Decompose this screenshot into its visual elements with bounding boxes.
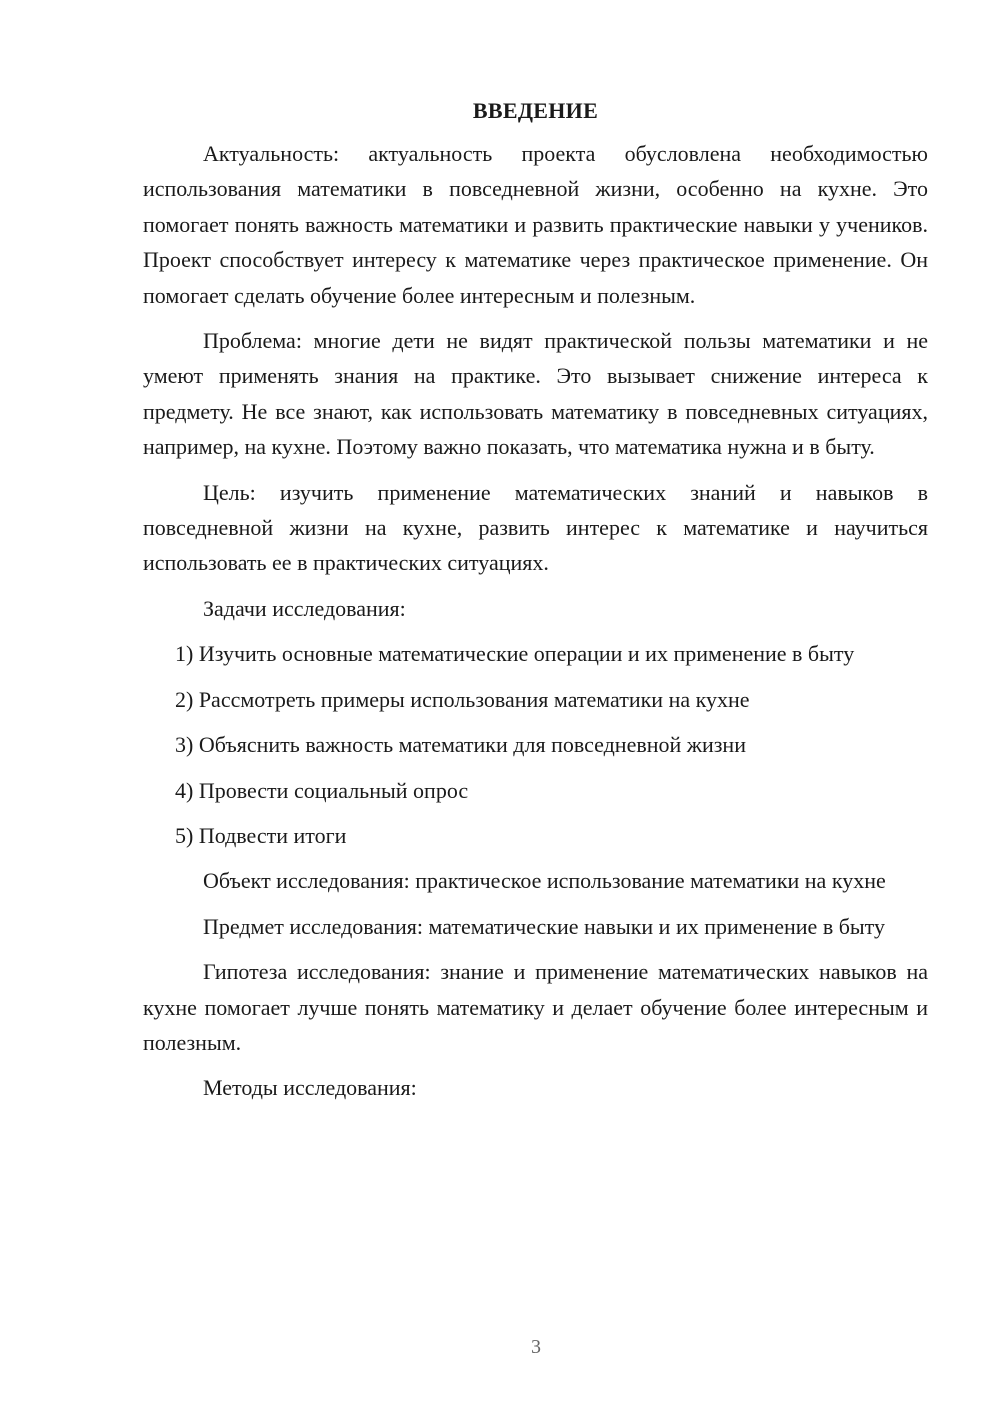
document-page xyxy=(143,94,928,1116)
list-item: 2) Рассмотреть примеры использования математики на кухне xyxy=(175,686,750,712)
paragraph-hypothesis: Гипотеза исследования: знание и применение математических навыков на кухне помогает лучше понять математику и делает обучение более интересным и полезным. xyxy=(143,959,928,1055)
page-number: 3 xyxy=(531,1336,541,1358)
page-title: ВВЕДЕНИЕ xyxy=(472,98,599,123)
list-item: 3) Объяснить важность математики для повседневной жизни xyxy=(175,732,746,758)
list-item: 4) Провести социальный опрос xyxy=(175,777,469,803)
list-item: 5) Подвести итоги xyxy=(175,822,347,848)
paragraph-goal: Цель: изучить применение математических знаний и навыков в повседневной жизни на кухне, развить интерес к математике и научиться использовать ее в практических ситуациях. xyxy=(143,479,928,576)
paragraph-tasks-heading: Задачи исследования: xyxy=(203,595,406,621)
paragraph-subject: Предмет исследования: математические навыки и их применение в быту xyxy=(203,913,885,939)
paragraph-problem: Проблема: многие дети не видят практической пользы математики и не умеют применять знания на практике. Это вызывает снижение интереса к предмету. Не все знают, как использовать математику в повседневных ситуациях, например, на кухне. Поэтому важно показать, что математика нужна и в быту. xyxy=(143,328,928,460)
paragraph-object: Объект исследования: практическое использование математики на кухне xyxy=(203,868,886,894)
paragraph-relevance: Актуальность: актуальность проекта обусловлена необходимостью использования математики в повседневной жизни, особенно на кухне. Это помогает понять важность математики и развить практические навыки у учеников. Проект способствует интересу к математике через практическое применение. Он помогает сделать обучение более интересным и полезным. xyxy=(143,141,928,308)
tasks-list xyxy=(143,636,928,853)
paragraph-methods: Методы исследования: xyxy=(203,1075,417,1101)
list-item: 1) Изучить основные математические операции и их применение в быту xyxy=(175,641,855,667)
